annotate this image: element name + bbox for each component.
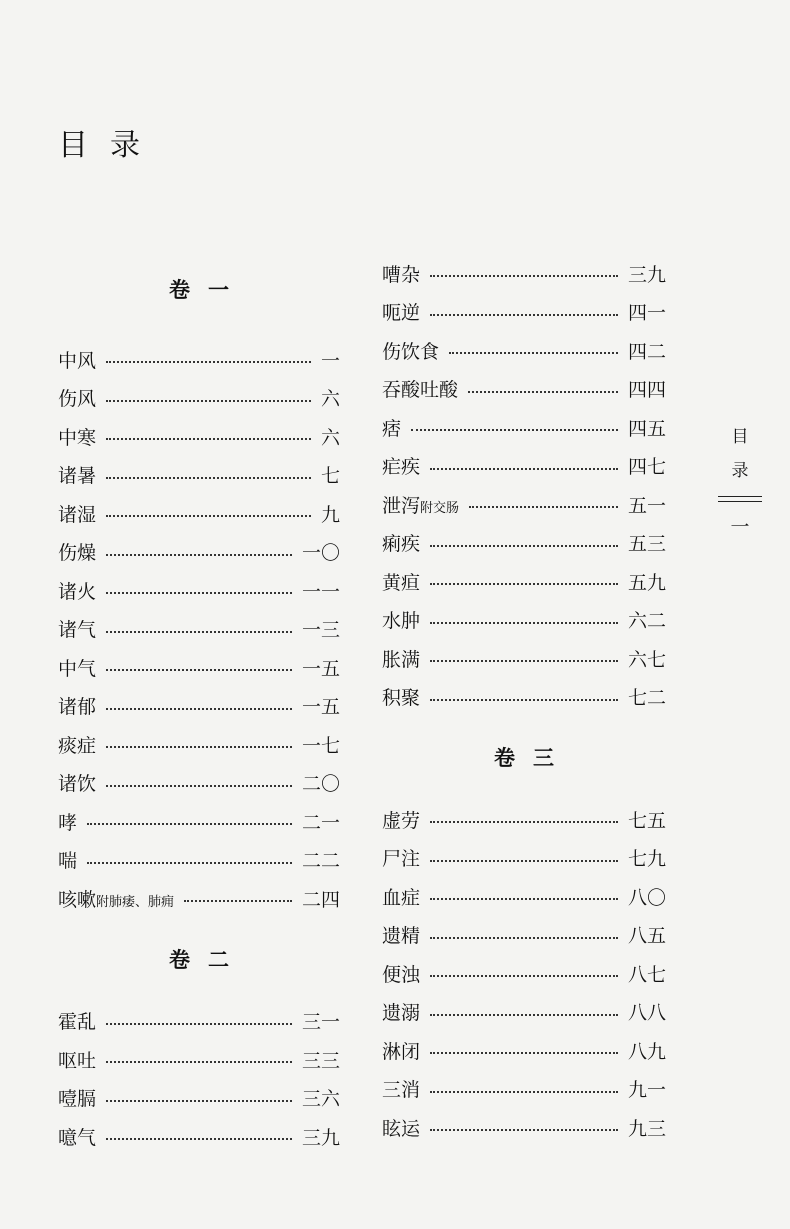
toc-entry bbox=[58, 725, 340, 764]
toc-entry bbox=[58, 802, 340, 841]
page-number: 二一 bbox=[301, 811, 340, 834]
toc-entry-title bbox=[58, 1046, 96, 1073]
toc-entry-title bbox=[382, 960, 420, 987]
toc-entry bbox=[382, 485, 666, 524]
page-number: 八五 bbox=[627, 925, 666, 948]
entry-name: 伤风 bbox=[58, 388, 97, 411]
dot-leader bbox=[468, 391, 618, 393]
entry-name: 黄疸 bbox=[382, 571, 421, 594]
toc-entry bbox=[382, 1108, 666, 1147]
entry-name: 诸气 bbox=[58, 619, 97, 642]
toc-entry bbox=[382, 331, 666, 370]
entry-name: 伤饮食 bbox=[382, 340, 440, 363]
toc-entry bbox=[382, 524, 666, 563]
toc-entry-list bbox=[58, 1002, 340, 1156]
entry-name: 泄泻 bbox=[382, 494, 421, 517]
toc-entry bbox=[58, 1002, 340, 1041]
dot-leader bbox=[106, 554, 292, 556]
toc-entry bbox=[382, 1070, 666, 1109]
page-number: 八九 bbox=[627, 1040, 666, 1063]
entry-note: 附交肠 bbox=[420, 500, 460, 516]
toc-entry-title bbox=[382, 645, 420, 672]
toc-entry bbox=[58, 494, 340, 533]
toc-entry bbox=[58, 1079, 340, 1118]
dot-leader bbox=[106, 592, 292, 594]
toc-entry-title bbox=[382, 1075, 420, 1102]
dot-leader bbox=[184, 900, 292, 902]
page-number: 六二 bbox=[627, 610, 666, 633]
toc-entry bbox=[382, 254, 666, 293]
toc-entry bbox=[58, 379, 340, 418]
toc-entry bbox=[58, 879, 340, 918]
entry-name: 眩运 bbox=[382, 1117, 421, 1140]
entry-name: 遗溺 bbox=[382, 1002, 421, 1025]
entry-name: 诸火 bbox=[58, 580, 97, 603]
page-number: 五九 bbox=[627, 571, 666, 594]
page-number: 一五 bbox=[301, 696, 340, 719]
dot-leader bbox=[106, 669, 292, 671]
dot-leader bbox=[411, 429, 618, 431]
page-number: 二四 bbox=[301, 888, 340, 911]
page-number: 九一 bbox=[627, 1079, 666, 1102]
page-number: 六七 bbox=[627, 648, 666, 671]
page-number: 一三 bbox=[301, 619, 340, 642]
side-tab-rule bbox=[718, 496, 762, 502]
page-number: 八〇 bbox=[627, 886, 666, 909]
entry-name: 血症 bbox=[382, 886, 421, 909]
dot-leader bbox=[87, 823, 292, 825]
dot-leader bbox=[106, 1061, 292, 1063]
toc-entry-title bbox=[58, 692, 96, 719]
toc-entry bbox=[382, 916, 666, 955]
toc-entry bbox=[58, 456, 340, 495]
toc-entry bbox=[58, 340, 340, 379]
dot-leader bbox=[430, 1014, 618, 1016]
toc-entry bbox=[382, 370, 666, 409]
entry-name: 喘 bbox=[58, 850, 78, 873]
toc-entry bbox=[58, 648, 340, 687]
dot-leader bbox=[430, 699, 618, 701]
dot-leader bbox=[430, 937, 618, 939]
entry-name: 胀满 bbox=[382, 648, 421, 671]
dot-leader bbox=[106, 1138, 292, 1140]
page-number: 三一 bbox=[301, 1011, 340, 1034]
dot-leader bbox=[430, 545, 618, 547]
entry-name: 尸注 bbox=[382, 848, 421, 871]
toc-entry bbox=[382, 877, 666, 916]
entry-name: 噎膈 bbox=[58, 1088, 97, 1111]
toc-entry-title bbox=[58, 615, 96, 642]
volume-section bbox=[58, 940, 340, 1156]
toc-entry bbox=[58, 571, 340, 610]
toc-entry bbox=[382, 954, 666, 993]
toc-entry bbox=[382, 562, 666, 601]
dot-leader bbox=[430, 314, 618, 316]
toc-entry-title bbox=[58, 885, 174, 912]
page-number: 一一 bbox=[301, 580, 340, 603]
volume-title: 卷一 bbox=[169, 277, 247, 302]
toc-entry-title bbox=[382, 260, 420, 287]
entry-name: 嘈杂 bbox=[382, 263, 421, 286]
toc-entry-title bbox=[58, 384, 96, 411]
dot-leader bbox=[430, 1091, 618, 1093]
toc-left-column bbox=[58, 270, 340, 1156]
toc-entry-title bbox=[382, 806, 420, 833]
toc-entry-title bbox=[382, 375, 458, 402]
entry-name: 诸郁 bbox=[58, 696, 97, 719]
toc-entry-title bbox=[58, 538, 96, 565]
page-number: 三六 bbox=[301, 1088, 340, 1111]
page-number: 六 bbox=[320, 388, 340, 411]
entry-name: 呃逆 bbox=[382, 302, 421, 325]
dot-leader bbox=[106, 477, 311, 479]
page-number: 一七 bbox=[301, 734, 340, 757]
side-tab bbox=[716, 420, 764, 539]
toc-entry-title bbox=[382, 568, 420, 595]
toc-entry-title bbox=[58, 1123, 96, 1150]
toc-entry bbox=[382, 993, 666, 1032]
page-number: 七 bbox=[320, 465, 340, 488]
dot-leader bbox=[106, 1100, 292, 1102]
page-number: 二二 bbox=[301, 850, 340, 873]
toc-entry-title bbox=[382, 337, 439, 364]
toc-entry bbox=[58, 533, 340, 572]
page-title: 目录 bbox=[58, 128, 162, 163]
toc-entry-title bbox=[58, 769, 96, 796]
page-number: 六 bbox=[320, 426, 340, 449]
toc-entry-title bbox=[58, 654, 96, 681]
toc-entry-title bbox=[382, 998, 420, 1025]
dot-leader bbox=[106, 400, 311, 402]
dot-leader bbox=[106, 631, 292, 633]
page-number: 一五 bbox=[301, 657, 340, 680]
dot-leader bbox=[430, 622, 618, 624]
entry-name: 伤燥 bbox=[58, 542, 97, 565]
dot-leader bbox=[106, 746, 292, 748]
toc-entry-title bbox=[382, 844, 420, 871]
toc-entry bbox=[382, 447, 666, 486]
dot-leader bbox=[430, 468, 618, 470]
entry-name: 痢疾 bbox=[382, 533, 421, 556]
dot-leader bbox=[430, 975, 618, 977]
toc-entry-title bbox=[382, 491, 459, 518]
entry-name: 噫气 bbox=[58, 1126, 97, 1149]
toc-entry-title bbox=[382, 414, 401, 441]
toc-entry-title bbox=[58, 1007, 96, 1034]
toc-entry bbox=[382, 408, 666, 447]
entry-name: 疟疾 bbox=[382, 456, 421, 479]
dot-leader bbox=[430, 898, 618, 900]
toc-entry bbox=[382, 1031, 666, 1070]
volume-section-continued bbox=[382, 254, 666, 716]
entry-name: 咳嗽 bbox=[58, 888, 97, 911]
page-number: 五一 bbox=[627, 494, 666, 517]
toc-entry bbox=[382, 839, 666, 878]
page-number: 一 bbox=[320, 349, 340, 372]
page-number: 九三 bbox=[627, 1117, 666, 1140]
entry-name: 中风 bbox=[58, 349, 97, 372]
dot-leader bbox=[106, 515, 311, 517]
toc-entry bbox=[382, 601, 666, 640]
page-number: 三三 bbox=[301, 1049, 340, 1072]
volume-section bbox=[382, 738, 666, 1147]
entry-name: 痞 bbox=[382, 417, 402, 440]
toc-entry bbox=[58, 1040, 340, 1079]
toc-entry-title bbox=[58, 346, 96, 373]
toc-entry-title bbox=[58, 731, 96, 758]
toc-entry bbox=[58, 610, 340, 649]
dot-leader bbox=[430, 583, 618, 585]
page-number: 八七 bbox=[627, 963, 666, 986]
dot-leader bbox=[430, 1052, 618, 1054]
entry-name: 虚劳 bbox=[382, 809, 421, 832]
volume-title: 卷二 bbox=[169, 946, 247, 972]
entry-name: 诸饮 bbox=[58, 773, 97, 796]
toc-entry-list bbox=[382, 800, 666, 1147]
toc-entry-title bbox=[382, 529, 420, 556]
dot-leader bbox=[430, 860, 618, 862]
toc-entry-title bbox=[58, 423, 96, 450]
page-number: 四四 bbox=[627, 379, 666, 402]
entry-name: 诸暑 bbox=[58, 465, 97, 488]
page-number: 八八 bbox=[627, 1002, 666, 1025]
page-number: 四七 bbox=[627, 456, 666, 479]
toc-entry bbox=[382, 293, 666, 332]
side-tab-label: 录 bbox=[731, 461, 749, 481]
entry-name: 呕吐 bbox=[58, 1049, 97, 1072]
entry-name: 三消 bbox=[382, 1079, 421, 1102]
toc-entry-title bbox=[382, 683, 420, 710]
toc-entry bbox=[58, 841, 340, 880]
toc-entry-title bbox=[58, 461, 96, 488]
page-number: 三九 bbox=[301, 1126, 340, 1149]
toc-entry-title bbox=[382, 921, 420, 948]
toc-entry bbox=[58, 1117, 340, 1156]
page-number: 三九 bbox=[627, 263, 666, 286]
page-number: 四一 bbox=[627, 302, 666, 325]
entry-name: 中寒 bbox=[58, 426, 97, 449]
dot-leader bbox=[106, 1023, 292, 1025]
entry-name: 淋闭 bbox=[382, 1040, 421, 1063]
entry-name: 积聚 bbox=[382, 687, 421, 710]
toc-entry-title bbox=[382, 298, 420, 325]
page-number: 二〇 bbox=[301, 773, 340, 796]
toc-entry-title bbox=[58, 1084, 96, 1111]
dot-leader bbox=[430, 660, 618, 662]
dot-leader bbox=[469, 506, 618, 508]
toc-entry bbox=[382, 678, 666, 717]
toc-entry bbox=[58, 687, 340, 726]
toc-entry bbox=[382, 639, 666, 678]
toc-entry-title bbox=[58, 577, 96, 604]
toc-entry bbox=[58, 764, 340, 803]
page-number: 四五 bbox=[627, 417, 666, 440]
toc-entry-title bbox=[382, 452, 420, 479]
dot-leader bbox=[106, 785, 292, 787]
entry-name: 霍乱 bbox=[58, 1011, 97, 1034]
toc-entry-title bbox=[58, 808, 77, 835]
entry-name: 水肿 bbox=[382, 610, 421, 633]
entry-name: 诸湿 bbox=[58, 503, 97, 526]
toc-entry bbox=[58, 417, 340, 456]
toc-entry-list bbox=[382, 254, 666, 716]
entry-name: 遗精 bbox=[382, 925, 421, 948]
dot-leader bbox=[106, 708, 292, 710]
page-number: 四二 bbox=[627, 340, 666, 363]
entry-name: 痰症 bbox=[58, 734, 97, 757]
entry-note: 附肺痿、肺痈 bbox=[96, 894, 175, 910]
entry-name: 吞酸吐酸 bbox=[382, 379, 459, 402]
page-number: 一〇 bbox=[301, 542, 340, 565]
dot-leader bbox=[106, 361, 311, 363]
toc-right-column bbox=[382, 254, 666, 1147]
entry-name: 便浊 bbox=[382, 963, 421, 986]
entry-name: 中气 bbox=[58, 657, 97, 680]
entry-name: 哮 bbox=[58, 811, 78, 834]
toc-entry-title bbox=[382, 883, 420, 910]
dot-leader bbox=[106, 438, 311, 440]
dot-leader bbox=[430, 1129, 618, 1131]
toc-entry-title bbox=[58, 500, 96, 527]
page-number: 五三 bbox=[627, 533, 666, 556]
toc-entry-title bbox=[58, 846, 77, 873]
toc-entry-title bbox=[382, 1037, 420, 1064]
volume-section bbox=[58, 270, 340, 918]
page-number: 九 bbox=[320, 503, 340, 526]
page-number: 七九 bbox=[627, 848, 666, 871]
toc-entry-title bbox=[382, 606, 420, 633]
side-tab-page-number: 一 bbox=[730, 516, 750, 538]
page-number: 七二 bbox=[627, 687, 666, 710]
dot-leader bbox=[430, 275, 618, 277]
dot-leader bbox=[87, 862, 292, 864]
page-number: 七五 bbox=[627, 809, 666, 832]
volume-title: 卷三 bbox=[494, 745, 572, 770]
toc-entry bbox=[382, 800, 666, 839]
side-tab-label: 目 bbox=[731, 427, 749, 447]
toc-entry-title bbox=[382, 1114, 420, 1141]
dot-leader bbox=[430, 821, 618, 823]
toc-entry-list bbox=[58, 340, 340, 918]
dot-leader bbox=[449, 352, 618, 354]
